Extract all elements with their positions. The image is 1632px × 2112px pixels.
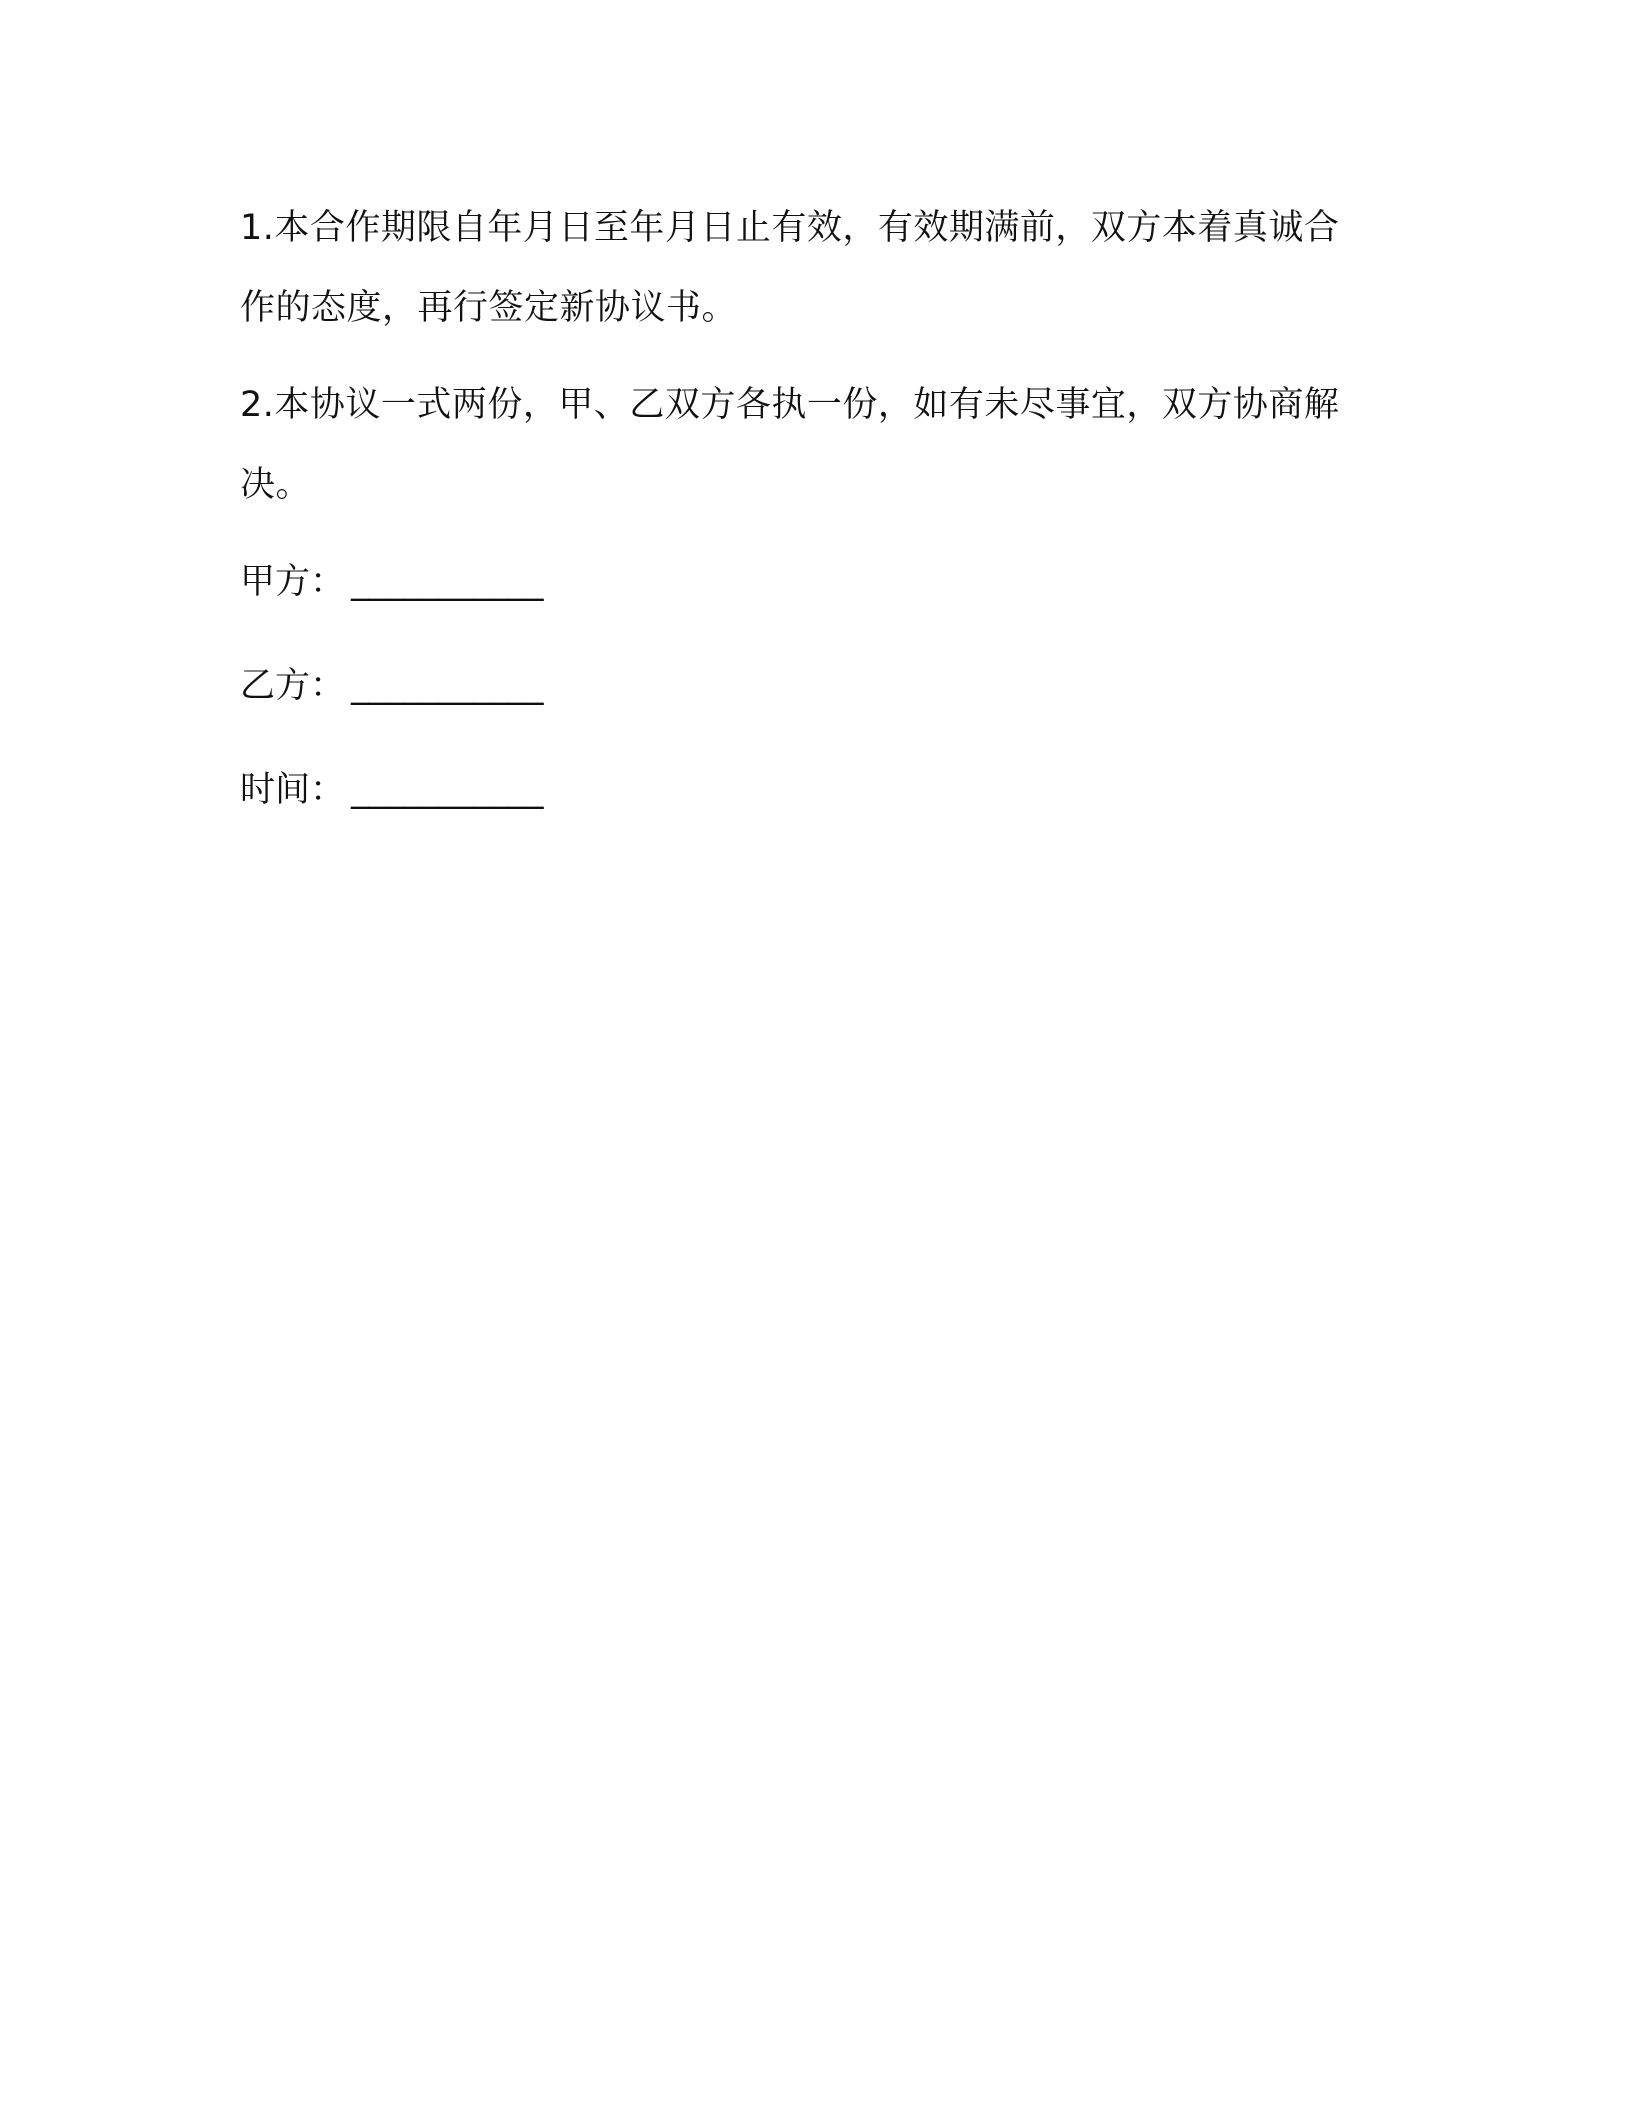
party-a-label: 甲方：	[240, 562, 346, 602]
signature-date	[240, 750, 1352, 830]
signature-party-a	[240, 542, 1352, 622]
clause-copies: 2.本协议一式两份，甲、乙双方各执一份，如有未尽事宜，双方协商解决。	[240, 385, 1340, 505]
signature-party-b	[240, 646, 1352, 726]
clause-term: 1.本合作期限自年月日至年月日止有效，有效期满前，双方本着真诚合作的态度，再行签定新协议书。	[240, 208, 1340, 328]
date-blank: ___________	[351, 770, 544, 810]
date-label: 时间：	[240, 770, 346, 810]
party-b-blank: ___________	[351, 666, 544, 706]
party-b-label: 乙方：	[240, 666, 346, 706]
document-body	[240, 188, 1352, 854]
party-a-blank: ___________	[351, 562, 544, 602]
